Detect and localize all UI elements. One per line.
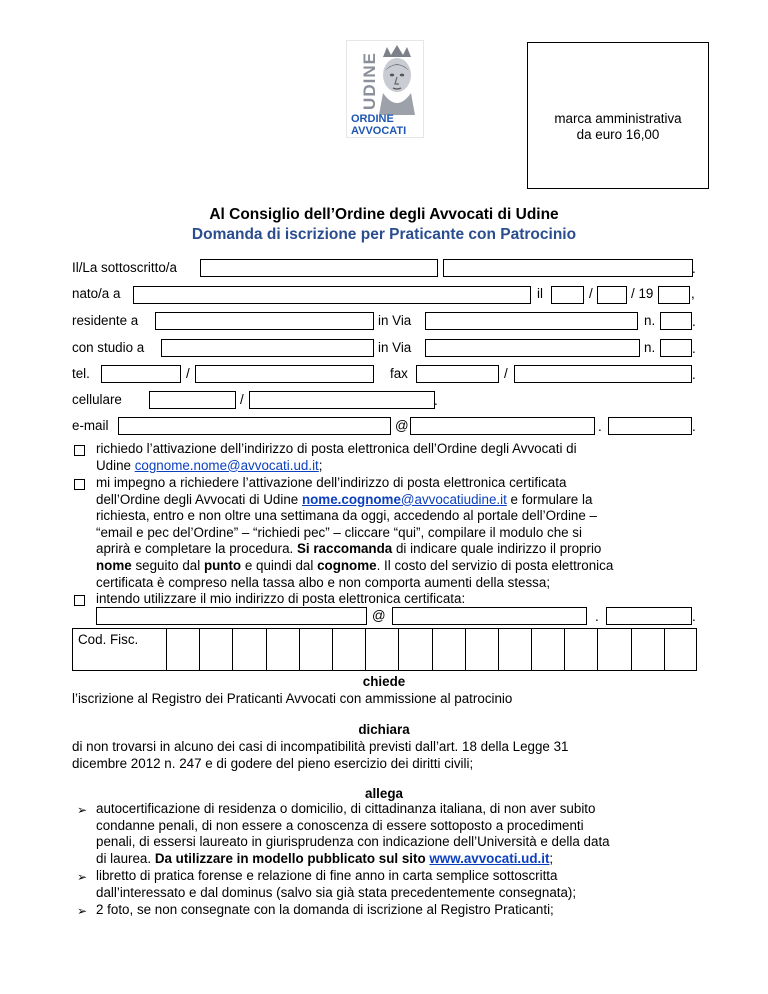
cf-cell[interactable] [166, 629, 199, 670]
tel-numero-field[interactable] [195, 365, 374, 383]
cf-cell[interactable] [266, 629, 299, 670]
residenza-numero-field[interactable] [660, 312, 692, 330]
allega-item-3: 2 foto, se non consegnate con la domanda di iscrizione al Registro Praticanti; [96, 902, 554, 917]
dot-6: . [598, 419, 602, 434]
anno-nascita-field[interactable] [658, 286, 690, 304]
email-user-field[interactable] [118, 417, 391, 435]
comma-1: , [691, 286, 695, 301]
logo-line2: AVVOCATI [351, 125, 407, 137]
cf-cell[interactable] [299, 629, 332, 670]
slash-date-1: / [589, 286, 593, 301]
label-year-prefix: / 19 [631, 286, 654, 301]
page-title: Al Consiglio dell’Ordine degli Avvocati di Udine [209, 206, 559, 223]
cf-cell[interactable] [531, 629, 564, 670]
dichiara-text: di non trovarsi in alcuno dei casi di incompatibilità previsti dall’art. 18 della Legge 31 dicembre 2012 n. 247 e di godere del pieno esercizio dei diritti civili; [72, 739, 569, 771]
fax-numero-field[interactable] [514, 365, 692, 383]
slash-tel: / [186, 366, 190, 381]
logo-line1: ORDINE [351, 113, 394, 125]
cf-cell[interactable] [465, 629, 498, 670]
nome-field[interactable] [443, 259, 693, 277]
option3-text: intendo utilizzare il mio indirizzo di posta elettronica certificata: [96, 591, 466, 606]
slash-fax: / [504, 366, 508, 381]
cellulare-numero-field[interactable] [249, 391, 435, 409]
cf-cell[interactable] [664, 629, 697, 670]
dot-7: . [692, 419, 696, 434]
email-domain-field[interactable] [410, 417, 595, 435]
luogo-nascita-field[interactable] [133, 286, 531, 304]
cf-cell[interactable] [365, 629, 398, 670]
cf-cell[interactable] [398, 629, 431, 670]
at-sign-1: @ [395, 418, 409, 433]
checkbox-opt2[interactable] [74, 479, 85, 490]
stamp-box [527, 42, 709, 189]
stamp-line1: marca amministrativa [554, 111, 682, 126]
pec-user-field[interactable] [96, 607, 367, 625]
label-numero-2: n. [644, 340, 656, 355]
cf-cell[interactable] [597, 629, 630, 670]
checkbox-opt3[interactable] [74, 595, 85, 606]
allega-heading: allega [365, 786, 403, 801]
cognome-field[interactable] [200, 259, 438, 277]
page-subtitle: Domanda di iscrizione per Praticante con Patrocinio [191, 226, 577, 243]
pec-domain-field[interactable] [392, 607, 587, 625]
dot-2: . [692, 314, 696, 329]
dot-8: . [595, 609, 599, 624]
cf-cell[interactable] [432, 629, 465, 670]
at-sign-2: @ [372, 608, 386, 623]
dot-9: . [692, 609, 696, 624]
option1-text: richiedo l’attivazione dell’indirizzo di posta elettronica dell’Ordine degli Avvocati di Udine cognome.nome@avvocati.ud.it; [96, 441, 577, 473]
studio-numero-field[interactable] [660, 339, 692, 357]
label-cod-fisc: Cod. Fisc. [78, 632, 139, 647]
dichiara-heading: dichiara [358, 722, 410, 737]
cellulare-prefisso-field[interactable] [149, 391, 236, 409]
arrow-bullet-icon: ➢ [77, 803, 88, 817]
dot-4: . [692, 367, 696, 382]
label-il: il [537, 286, 543, 301]
arrow-bullet-icon: ➢ [77, 870, 88, 884]
giorno-nascita-field[interactable] [551, 286, 584, 304]
pec-link[interactable]: nome.cognome@avvocatiudine.it [301, 491, 507, 507]
label-cellulare: cellulare [72, 392, 122, 407]
label-numero-1: n. [644, 313, 656, 328]
logo-city: UDINE [359, 52, 379, 110]
stamp-line2: da euro 16,00 [576, 127, 660, 142]
arrow-bullet-icon: ➢ [77, 904, 88, 918]
cf-cell[interactable] [564, 629, 597, 670]
option2-text: mi impegno a richiedere l’attivazione dell’indirizzo di posta elettronica certificata dell’Ordine degli Avvocati di Udine nome.cognome@avvocatiudine.it e formulare la richiesta, entro e non oltre una settimana da oggi, accedendo al portale dell’Ordine – “email e pec del’Ordine” – “richiedi pec” – cliccare “qui”, compilare il modulo che si aprirà e completare la procedura. Si raccomanda di indicare quale indirizzo il proprio nome seguito dal punto e quindi dal cognome. Il costo del servizio di posta elettronica certificata è compreso nella tassa albo e non comporta aumenti della stessa; [96, 475, 614, 590]
allega-item-1: autocertificazione di residenza o domicilio, di cittadinanza italiana, di non aver subito condanne penali, di non essere a conoscenza di essere sottoposto a procedimenti penali, di essersi laureato in giurisprudenza con indicazione dell’Università e della data di laurea. Da utilizzare in modello pubblicato sul sito www.avvocati.ud.it; [96, 801, 610, 866]
cf-cell[interactable] [332, 629, 365, 670]
cf-cell[interactable] [631, 629, 664, 670]
label-in-via-2: in Via [378, 340, 412, 355]
studio-citta-field[interactable] [161, 339, 374, 357]
label-studio: con studio a [72, 340, 145, 355]
email-ordine-link[interactable]: cognome.nome@avvocati.ud.it [134, 457, 319, 473]
logo [346, 40, 424, 138]
studio-via-field[interactable] [425, 339, 640, 357]
label-tel: tel. [72, 366, 90, 381]
allega-item-2: libretto di pratica forense e relazione di fine anno in carta semplice sottoscritta dall’interessato e dal dominus (salvo sia già stata precedentemente consegnata); [96, 868, 577, 900]
label-residente: residente a [72, 313, 139, 328]
label-in-via-1: in Via [378, 313, 412, 328]
label-sottoscritto: Il/La sottoscritto/a [72, 260, 177, 275]
chiede-heading: chiede [362, 674, 406, 689]
mese-nascita-field[interactable] [597, 286, 627, 304]
dot-5: . [434, 393, 438, 408]
cf-cell[interactable] [232, 629, 265, 670]
checkbox-opt1[interactable] [74, 445, 85, 456]
chiede-text: l’iscrizione al Registro dei Praticanti Avvocati con ammissione al patrocinio [72, 691, 513, 706]
cf-cells [166, 629, 697, 670]
label-fax: fax [390, 366, 408, 381]
cf-cell[interactable] [498, 629, 531, 670]
cf-cell[interactable] [199, 629, 232, 670]
slash-cell: / [240, 392, 244, 407]
codice-fiscale-row [72, 628, 697, 671]
label-email: e-mail [72, 418, 109, 433]
dot-3: . [692, 341, 696, 356]
tel-prefisso-field[interactable] [101, 365, 181, 383]
dot-1: . [692, 261, 696, 276]
email-tld-field[interactable] [608, 417, 692, 435]
fax-prefisso-field[interactable] [416, 365, 499, 383]
residenza-via-field[interactable] [425, 312, 638, 330]
pec-tld-field[interactable] [606, 607, 692, 625]
crowned-head-icon [373, 43, 421, 115]
residenza-citta-field[interactable] [155, 312, 374, 330]
label-nato: nato/a a [72, 286, 121, 301]
sito-ordine-link[interactable]: www.avvocati.ud.it [429, 850, 550, 866]
